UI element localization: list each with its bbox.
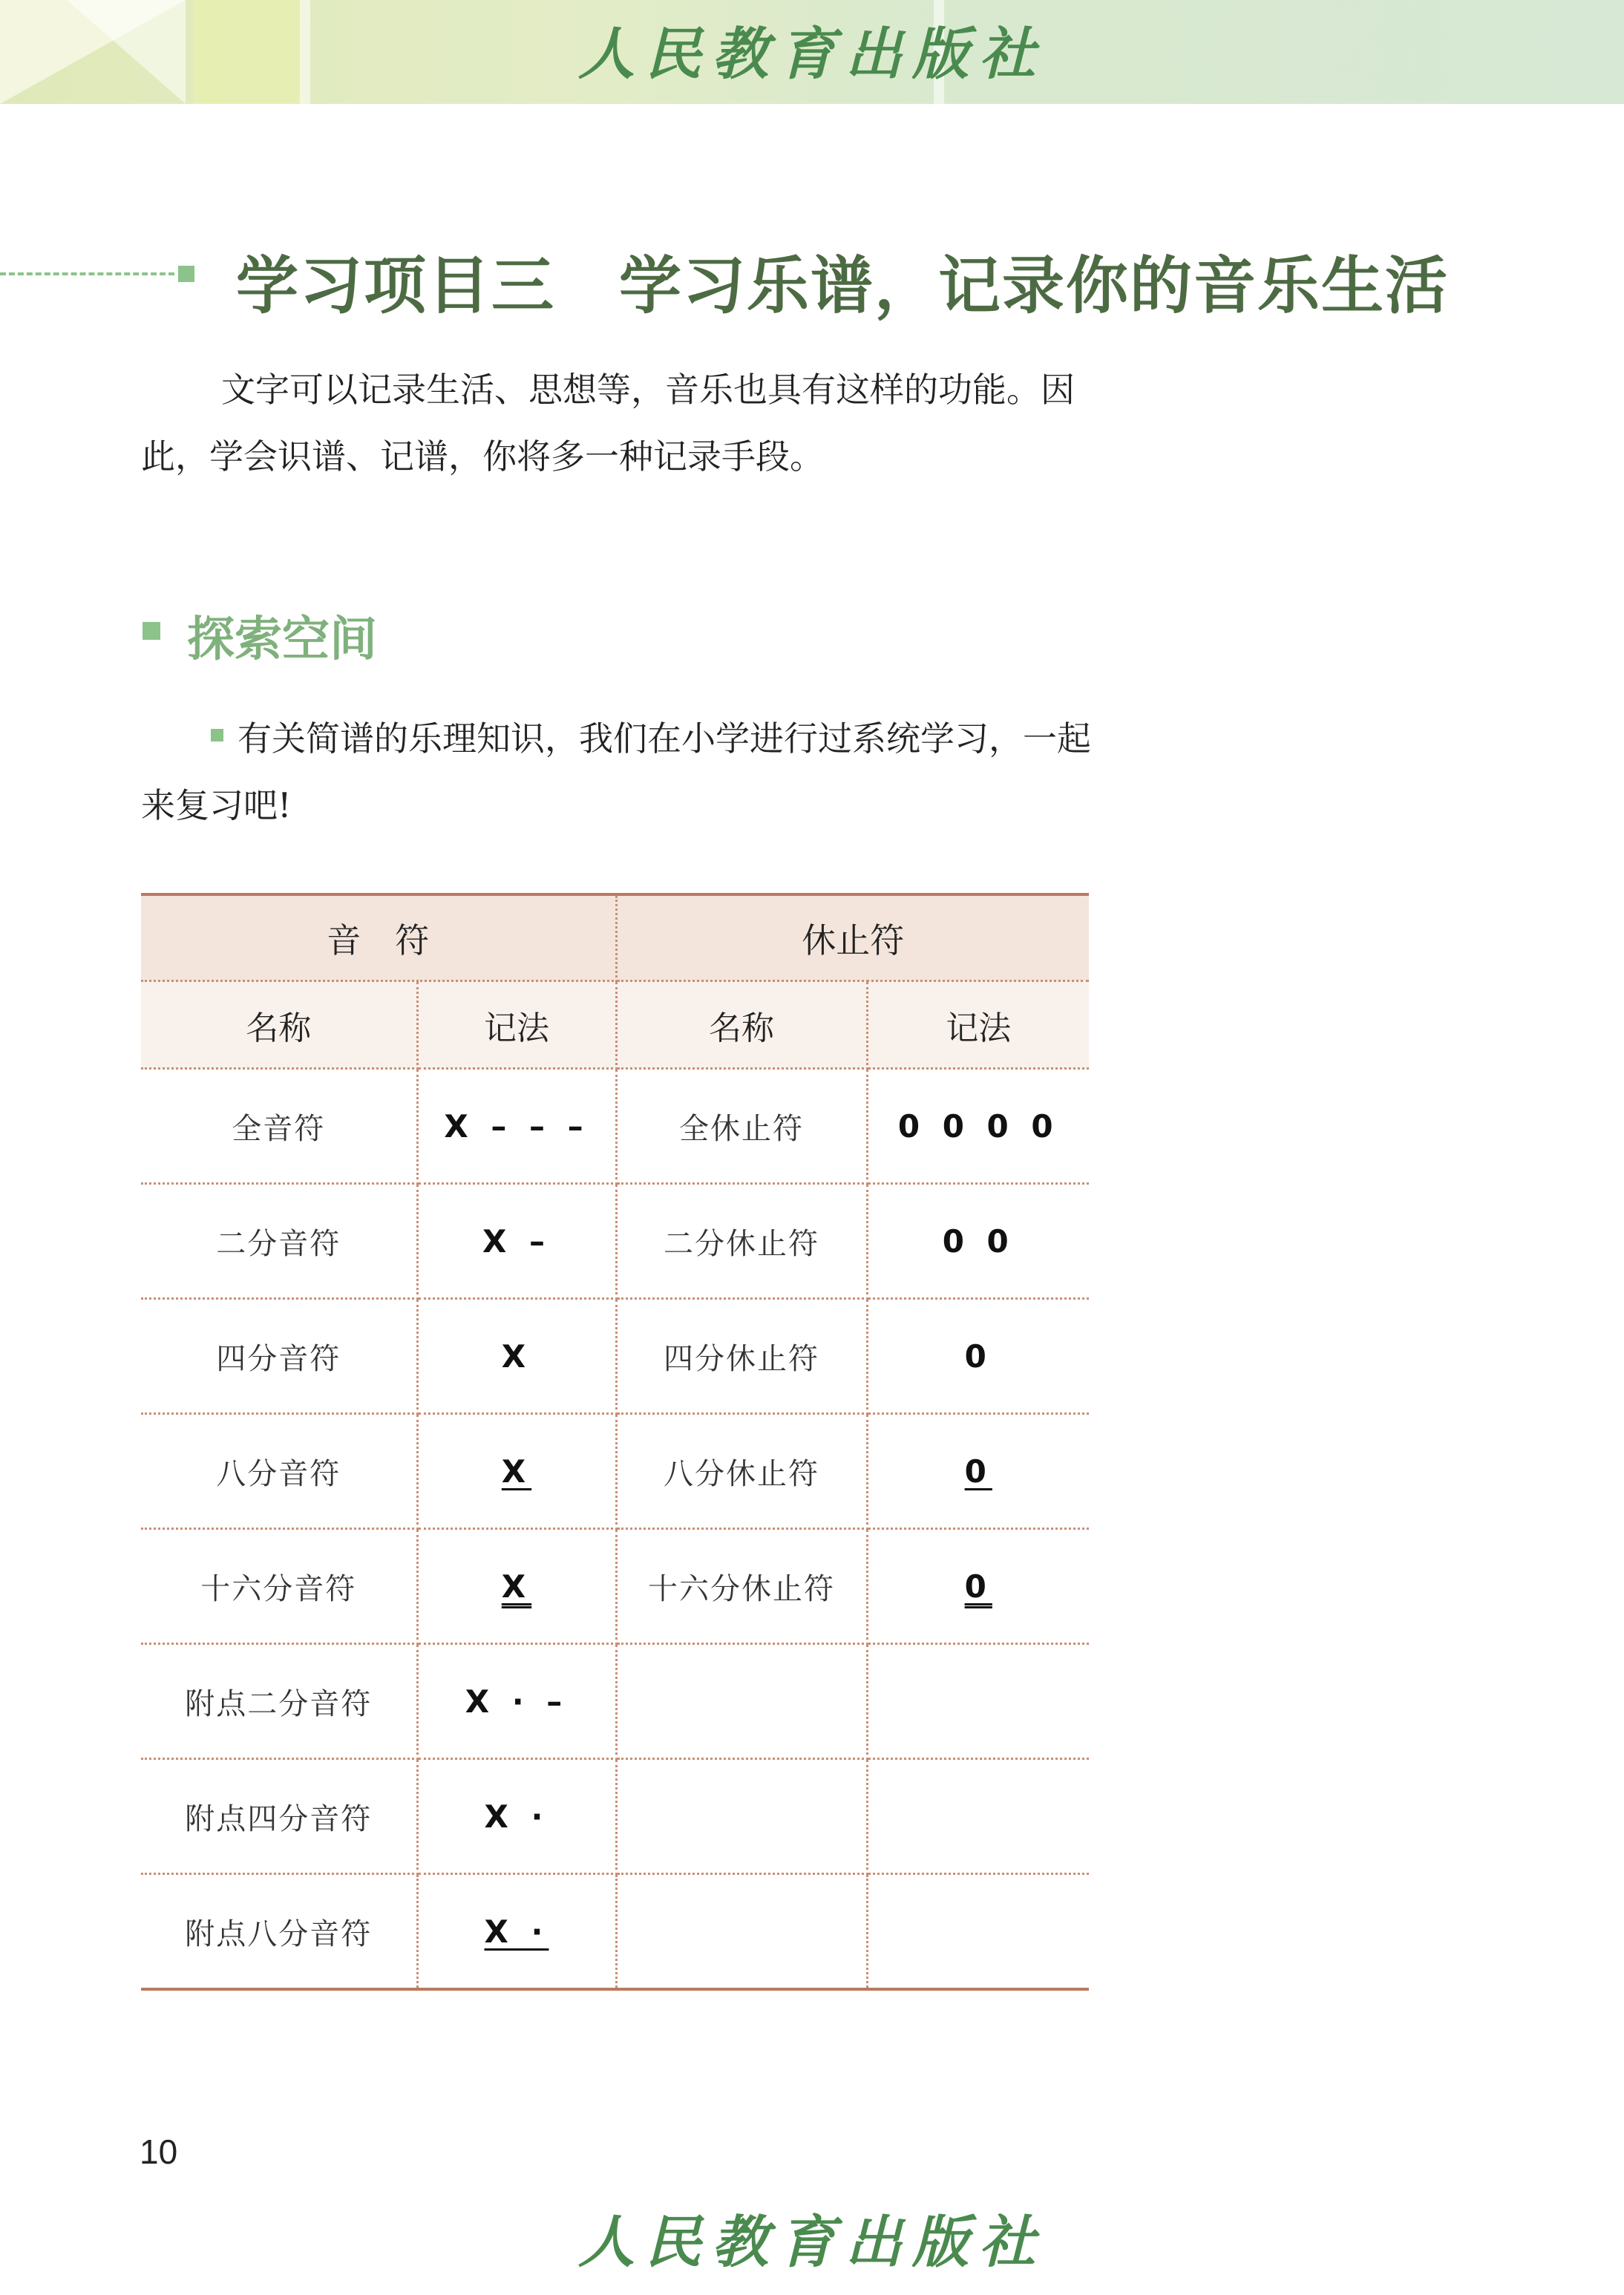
- rest-name: 八分休止符: [616, 1414, 867, 1529]
- note-name: 八分音符: [141, 1414, 417, 1529]
- title-dash-line: [0, 272, 174, 275]
- section-bullet-square: [143, 622, 160, 640]
- note-notation: [417, 1874, 616, 1990]
- rest-notation: [867, 1874, 1089, 1990]
- page-number: 10: [140, 2132, 178, 2171]
- section-note: 有关简谱的乐理知识，我们在小学进行过系统学习，一起来复习吧!: [141, 718, 1091, 825]
- page-title: 学习项目三 学习乐谱，记录你的音乐生活: [236, 249, 1450, 322]
- section-title: 探索空间: [187, 612, 377, 667]
- table-row: [141, 1069, 1089, 1184]
- note-notation: [417, 1414, 616, 1529]
- note-name: 十六分音符: [141, 1529, 417, 1644]
- table-row: [141, 1874, 1089, 1990]
- publisher-logo-top: 人民教育出版社: [578, 21, 1046, 87]
- intro-paragraph: 文字可以记录生活、思想等，音乐也具有这样的功能。因此，学会识谱、记谱，你将多一种记录手段。: [141, 370, 1075, 477]
- rest-notation-underlined: 0: [964, 1453, 992, 1490]
- rest-name: 十六分休止符: [616, 1529, 867, 1644]
- subheader-name: 名称: [616, 981, 867, 1069]
- rest-notation: [867, 1414, 1089, 1529]
- note-name: 附点四分音符: [141, 1759, 417, 1874]
- note-notation-double-underlined: X: [501, 1568, 532, 1605]
- table-row: [141, 1759, 1089, 1874]
- rest-notation: 0 0: [867, 1184, 1089, 1299]
- note-name: 四分音符: [141, 1299, 417, 1414]
- note-notation: [417, 1529, 616, 1644]
- note-name: 附点二分音符: [141, 1644, 417, 1759]
- publisher-logo-bottom: 人民教育出版社: [578, 2209, 1046, 2275]
- table-row: [141, 1644, 1089, 1759]
- rest-name: [616, 1759, 867, 1874]
- note-name: 二分音符: [141, 1184, 417, 1299]
- rest-notation-double-underlined: 0: [964, 1568, 992, 1605]
- note-notation: X –: [417, 1184, 616, 1299]
- subheader-notation: 记法: [417, 981, 616, 1069]
- header-notes: 音 符: [141, 894, 616, 981]
- table-row: [141, 1529, 1089, 1644]
- rest-name: [616, 1874, 867, 1990]
- rest-notation: 0 0 0 0: [867, 1069, 1089, 1184]
- rest-name: 四分休止符: [616, 1299, 867, 1414]
- title-bullet-square: [178, 266, 194, 282]
- note-notation: X ·: [417, 1759, 616, 1874]
- note-name: 附点八分音符: [141, 1874, 417, 1990]
- notation-table: [141, 893, 1089, 1991]
- rest-name: 全休止符: [616, 1069, 867, 1184]
- note-notation: X: [417, 1299, 616, 1414]
- rest-notation: 0: [867, 1299, 1089, 1414]
- rest-notation: [867, 1529, 1089, 1644]
- note-notation-underlined: X: [501, 1453, 532, 1490]
- rest-name: [616, 1644, 867, 1759]
- table-row: [141, 1414, 1089, 1529]
- note-name: 全音符: [141, 1069, 417, 1184]
- rest-name: 二分休止符: [616, 1184, 867, 1299]
- table-row: [141, 1299, 1089, 1414]
- note-notation: X · –: [417, 1644, 616, 1759]
- rest-notation: [867, 1644, 1089, 1759]
- note-notation-underlined: X ·: [484, 1913, 549, 1950]
- subheader-notation: 记法: [867, 981, 1089, 1069]
- table-row: [141, 1184, 1089, 1299]
- subheader-name: 名称: [141, 981, 417, 1069]
- note-notation: X – – –: [417, 1069, 616, 1184]
- header-rests: 休止符: [616, 894, 1089, 981]
- rest-notation: [867, 1759, 1089, 1874]
